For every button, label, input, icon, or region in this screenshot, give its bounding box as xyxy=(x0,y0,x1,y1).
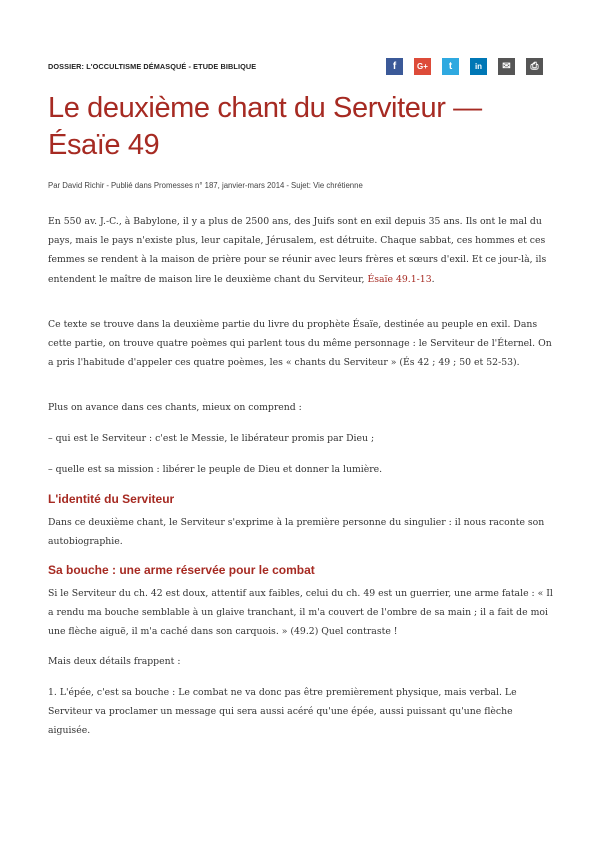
paragraph-identity: Dans ce deuxième chant, le Serviteur s'exprime à la première personne du singulier : il nous raconte son autobiographie. xyxy=(48,517,545,548)
section-heading-mouth: Sa bouche : une arme réservée pour le combat xyxy=(48,563,315,577)
section-heading-identity: L'identité du Serviteur xyxy=(48,492,175,506)
title-line-1: Le deuxième chant du Serviteur — xyxy=(48,92,482,124)
paragraph-end: . xyxy=(431,273,435,285)
list-item-who: – qui est le Serviteur : c'est le Messie, le libérateur promis par Dieu ; xyxy=(48,433,375,444)
paragraph-text: En 550 av. J.-C., à Babylone, il y a plus de 2500 ans, des Juifs sont en exil depuis 35 ans. Ils ont le mal du pays, mais le pays n'existe plus, leur capitale, Jérusalem, est détruite. Chaque sabbat, ces hommes et ces femmes se rendent à la maison de prière pour se réunir avec leurs frères et sœurs d'exil. Et ce jour-là, ils entendent le maître de maison lire le deuxième chant du Serviteur, xyxy=(48,216,547,285)
paragraph-intro xyxy=(48,212,553,289)
article-meta: Par David Richir - Publié dans Promesses n° 187, janvier-mars 2014 - Sujet: Vie chrétienne xyxy=(48,181,363,190)
title-line-2: Ésaïe 49 xyxy=(48,129,160,161)
share-bar xyxy=(386,58,543,75)
page-title xyxy=(48,90,548,164)
paragraph-context: Ce texte se trouve dans la deuxième partie du livre du prophète Ésaïe, destinée au peuple en exil. Dans cette partie, on trouve quatre poèmes qui parlent tous du même personnage : le Serviteur de l'Éternel. On a pris l'habitude d'appeler ces quatre poèmes, les « chants du Serviteur » (És 42 ; 49 ; 50 et 52-53). xyxy=(48,319,552,369)
author[interactable]: Par David Richir xyxy=(48,181,105,190)
print-icon[interactable]: ⎙ xyxy=(526,58,543,75)
scripture-link[interactable]: Ésaïe 49.1-13 xyxy=(367,273,432,285)
paragraph-lead: Plus on avance dans ces chants, mieux on comprend : xyxy=(48,402,302,413)
facebook-icon[interactable]: f xyxy=(386,58,403,75)
email-icon[interactable]: ✉ xyxy=(498,58,515,75)
subject[interactable]: Sujet: Vie chrétienne xyxy=(291,181,363,190)
paragraph-warrior: Si le Serviteur du ch. 42 est doux, attentif aux faibles, celui du ch. 49 est un guerrier, une arme fatale : « Il a rendu ma bouche semblable à un glaive tranchant, il m'a couvert de l'ombre de sa main ; il a fait de moi une flèche aiguë, il m'a caché dans son carquois. » (49.2) Quel contraste ! xyxy=(48,588,553,638)
list-item-mission: – quelle est sa mission : libérer le peuple de Dieu et donner la lumière. xyxy=(48,464,383,475)
breadcrumb[interactable]: DOSSIER: L'OCCULTISME DÉMASQUÉ - ETUDE BIBLIQUE xyxy=(48,62,257,71)
paragraph-details: Mais deux détails frappent : xyxy=(48,656,181,667)
paragraph-sword: 1. L'épée, c'est sa bouche : Le combat ne va donc pas être premièrement physique, mais verbal. Le Serviteur va proclamer un message qui sera aussi acéré qu'une épée, aussi puissant qu'une flèche aiguisée. xyxy=(48,687,517,737)
twitter-icon[interactable]: t xyxy=(442,58,459,75)
publication[interactable]: Publié dans Promesses n° 187, janvier-mars 2014 xyxy=(110,181,285,190)
google-plus-icon[interactable]: G+ xyxy=(414,58,431,75)
linkedin-icon[interactable]: in xyxy=(470,58,487,75)
